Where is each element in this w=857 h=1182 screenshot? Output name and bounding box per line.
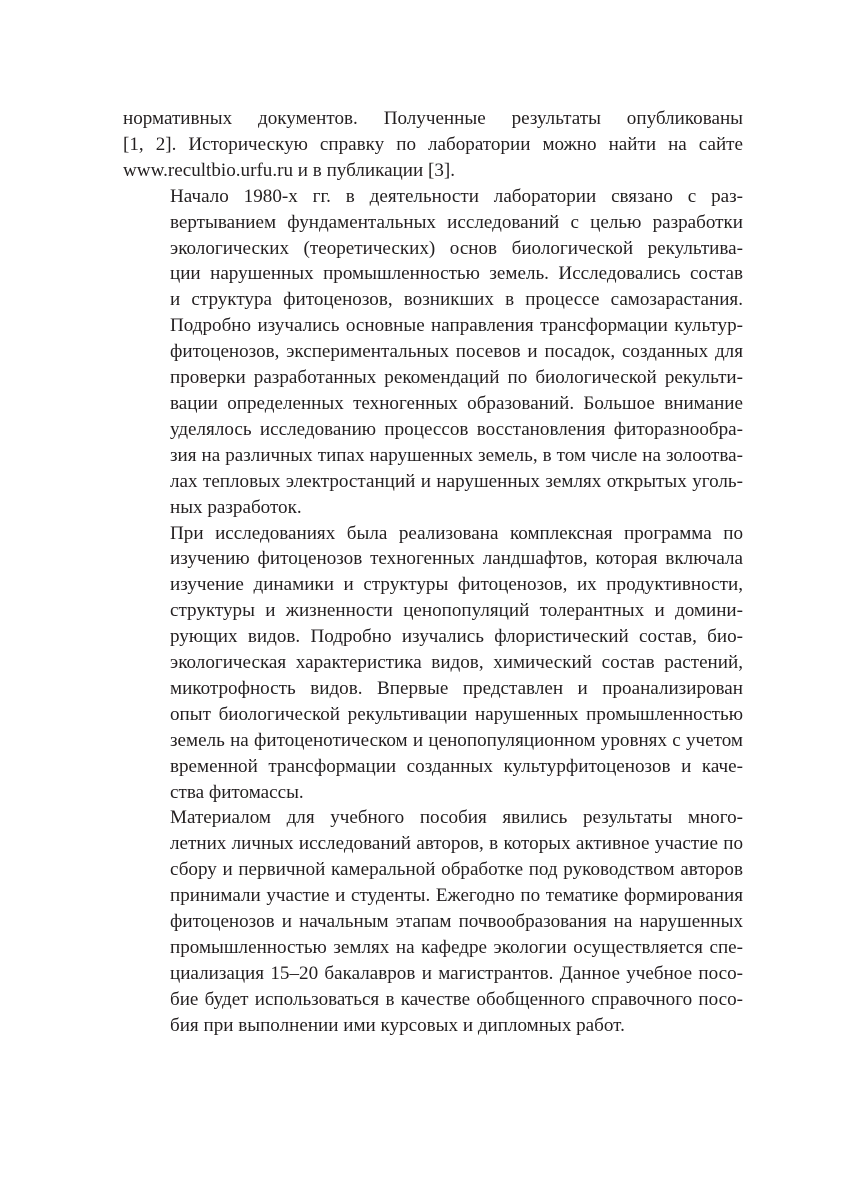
text-line: временной трансформации созданных культурфитоценозов и каче-: [170, 755, 743, 777]
text-line: опыт биологической рекультивации нарушенных промышленностью: [170, 703, 743, 725]
text-line: сбору и первичной камеральной обработке под руководством авторов: [170, 859, 743, 881]
text-line: летних личных исследований авторов, в которых активное участие по: [170, 833, 743, 855]
text-line: бия при выполнении ими курсовых и дипломных работ.: [170, 1014, 625, 1036]
text-line: ства фитомассы.: [170, 781, 304, 803]
text-line: экологических (теоретических) основ биологической рекультива-: [170, 237, 743, 259]
text-line: проверки разработанных рекомендаций по биологической рекульти-: [170, 367, 743, 389]
paragraph: [123, 805, 743, 1038]
text-line: принимали участие и студенты. Ежегодно по тематике формирования: [170, 885, 743, 907]
text-line: промышленностью землях на кафедре экологии осуществляется спе-: [170, 937, 743, 958]
text-line: изучение динамики и структуры фитоценозов, их продуктивности,: [170, 574, 743, 596]
text-line: бие будет использоваться в качестве обобщенного справочного посо-: [170, 988, 743, 1010]
text-line: нормативных документов. Полученные результаты опубликованы: [123, 108, 743, 129]
text-line: микотрофность видов. Впервые представлен и проанализирован: [170, 677, 743, 699]
paragraph: [123, 106, 743, 184]
text-line: www.recultbio.urfu.ru и в публикации [3].: [123, 159, 456, 181]
text-line: фитоценозов и начальным этапам почвообразования на нарушенных: [170, 911, 743, 933]
text-line: лах тепловых электростанций и нарушенных землях открытых уголь-: [170, 470, 743, 492]
text-line: Начало 1980-х гг. в деятельности лаборатории связано с раз-: [170, 185, 743, 207]
text-line: вертыванием фундаментальных исследований с целью разработки: [170, 211, 743, 233]
text-line: [1, 2]. Историческую справку по лаборатории можно найти на сайте: [123, 133, 743, 155]
text-line: ных разработок.: [170, 496, 302, 518]
text-line: ции нарушенных промышленностью земель. Исследовались состав: [170, 263, 743, 285]
text-line: Материалом для учебного пособия явились результаты много-: [170, 807, 743, 829]
document-page: [123, 106, 743, 1039]
text-line: экологическая характеристика видов, химический состав растений,: [170, 652, 743, 674]
text-line: циализация 15–20 бакалавров и магистрантов. Данное учебное посо-: [170, 962, 743, 984]
text-line: При исследованиях была реализована комплексная программа по: [170, 522, 743, 544]
text-line: изучению фитоценозов техногенных ландшафтов, которая включала: [170, 548, 743, 570]
text-line: зия на различных типах нарушенных земель, в том числе на золоотва-: [170, 444, 743, 466]
text-line: земель на фитоценотическом и ценопопуляционном уровнях с учетом: [170, 729, 743, 751]
paragraph: [123, 521, 743, 806]
text-line: структуры и жизненности ценопопуляций толерантных и домини-: [170, 600, 743, 622]
text-line: рующих видов. Подробно изучались флористический состав, био-: [170, 626, 743, 648]
text-line: Подробно изучались основные направления трансформации культур-: [170, 315, 743, 337]
text-line: уделялось исследованию процессов восстановления фиторазнообра-: [170, 418, 743, 440]
text-line: фитоценозов, экспериментальных посевов и посадок, созданных для: [170, 341, 743, 363]
text-line: и структура фитоценозов, возникших в процессе самозарастания.: [170, 289, 743, 311]
paragraph: [123, 184, 743, 521]
text-line: вации определенных техногенных образований. Большое внимание: [170, 392, 743, 414]
